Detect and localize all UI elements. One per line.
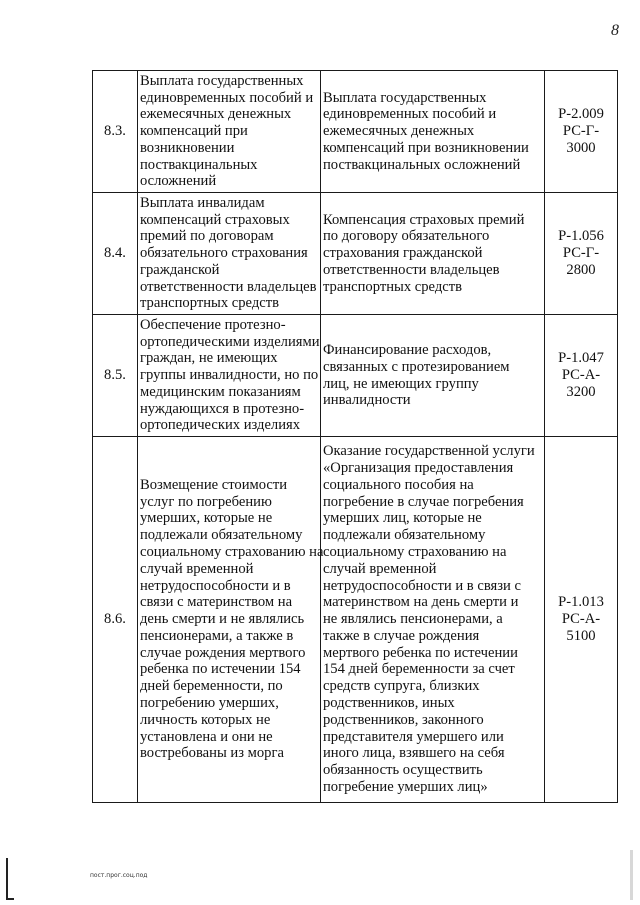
name-line: Выплата инвалидам [140, 194, 265, 211]
table-row [93, 437, 618, 803]
table-row [93, 71, 618, 193]
name-line: нуждающихся в протезно- [140, 400, 305, 417]
name-line: осложнений [140, 173, 217, 190]
desc-line: социального пособия на [323, 476, 474, 493]
name-line: ответственности владельцев [140, 278, 317, 295]
name-line: компенсаций страховых [140, 211, 290, 228]
name-line: гражданской [140, 261, 220, 278]
desc-line: лиц, не имеющих группу [323, 375, 479, 392]
desc-line: случай временной [323, 560, 437, 577]
name-line: день смерти и не являлись [140, 611, 305, 628]
service-name-cell [138, 71, 321, 193]
desc-line: «Организация предоставления [323, 459, 514, 476]
desc-line: связанных с протезированием [323, 358, 510, 375]
desc-line: 154 дней беременности за счет [323, 661, 515, 678]
name-line: дней беременности, по [140, 678, 283, 695]
code-line: Р-1.047 [558, 350, 604, 367]
name-line: связи с материнством на [140, 594, 293, 611]
name-line: Возмещение стоимости [140, 476, 288, 493]
name-line: транспортных средств [140, 295, 279, 312]
name-line: умерших, которые не [140, 510, 273, 527]
name-line: пенсионерами, а также в [140, 627, 294, 644]
name-line: обязательного страхования [140, 245, 308, 262]
desc-line: ответственности владельцев [323, 261, 500, 278]
name-line: ребенка по истечении 154 [140, 661, 301, 678]
name-line: ортопедическими изделиями [140, 333, 320, 350]
desc-line: мертвого ребенка по истечении [323, 644, 518, 661]
services-table [92, 70, 618, 803]
code-line: 2800 [566, 261, 596, 278]
code-line: РС-А- [561, 611, 601, 628]
scan-corner-mark [6, 858, 14, 900]
service-code-cell [545, 315, 618, 437]
code-line: 5100 [566, 627, 596, 644]
name-line: ортопедических изделиях [140, 417, 301, 434]
name-line: ежемесячных денежных [140, 106, 292, 123]
service-description-cell [321, 71, 545, 193]
desc-line: погребение умерших лиц» [323, 779, 488, 796]
desc-line: умерших лиц, которые не [323, 510, 482, 527]
desc-line: родственников, законного [323, 711, 484, 728]
desc-line: инвалидности [323, 392, 411, 409]
desc-line: Выплата государственных [323, 89, 487, 106]
row-number: 8.6. [93, 437, 138, 803]
code-line: Р-1.013 [558, 594, 604, 611]
row-number: 8.4. [93, 193, 138, 315]
name-line: нетрудоспособности и в [140, 577, 291, 594]
desc-line: Оказание государственной услуги [323, 443, 535, 460]
code-line: Р-1.056 [558, 228, 604, 245]
desc-line: материнством на день смерти и [323, 594, 519, 611]
desc-line: Финансирование расходов, [323, 341, 492, 358]
name-line: возникновении [140, 139, 235, 156]
code-line: Р-2.009 [558, 106, 604, 123]
page-number: 8 [611, 22, 619, 39]
service-name-cell [138, 193, 321, 315]
name-line: установлена и они не [140, 728, 273, 745]
desc-line: обязанность осуществить [323, 762, 483, 779]
desc-line: по договору обязательного [323, 228, 490, 245]
service-code-cell [545, 71, 618, 193]
desc-line: представителя умершего или [323, 728, 504, 745]
service-code-cell [545, 193, 618, 315]
desc-line: родственников, иных [323, 695, 455, 712]
footer-filename: пост.прог.соц.под [90, 872, 148, 879]
desc-line: нетрудоспособности и в связи с [323, 577, 521, 594]
desc-line: транспортных средств [323, 278, 462, 295]
desc-line: Компенсация страховых премий [323, 211, 525, 228]
service-name-cell [138, 315, 321, 437]
code-line: РС-А- [561, 367, 601, 384]
name-line: медицинским показаниям [140, 383, 301, 400]
desc-line: компенсаций при возникновении [323, 139, 529, 156]
service-code-cell [545, 437, 618, 803]
code-line: РС-Г- [562, 245, 600, 262]
desc-line: единовременных пособий и [323, 106, 497, 123]
desc-line: ежемесячных денежных [323, 123, 475, 140]
desc-line: не являлись пенсионерами, а [323, 611, 503, 628]
name-line: погребению умерших, [140, 695, 279, 712]
table-row [93, 315, 618, 437]
service-description-cell [321, 315, 545, 437]
name-line: социальному страхованию на [140, 543, 324, 560]
name-line: востребованы из морга [140, 745, 284, 762]
name-line: подлежали обязательному [140, 527, 303, 544]
code-line: 3200 [566, 383, 596, 400]
name-line: компенсаций при [140, 123, 248, 140]
desc-line: средств супруга, близких [323, 678, 480, 695]
desc-line: социальному страхованию на [323, 543, 507, 560]
code-line: РС-Г- [562, 123, 600, 140]
name-line: случай временной [140, 560, 254, 577]
name-line: единовременных пособий и [140, 89, 314, 106]
name-line: премий по договорам [140, 228, 274, 245]
name-line: случае рождения мертвого [140, 644, 306, 661]
scan-edge-mark [630, 850, 633, 900]
desc-line: иного лица, взявшего на себя [323, 745, 505, 762]
code-line: 3000 [566, 139, 596, 156]
name-line: граждан, не имеющих [140, 350, 278, 367]
service-name-cell [138, 437, 324, 803]
service-description-cell [321, 437, 545, 803]
name-line: Выплата государственных [140, 72, 304, 89]
row-number: 8.5. [93, 315, 138, 437]
desc-line: поствакцинальных осложнений [323, 156, 521, 173]
name-line: личность которых не [140, 711, 271, 728]
name-line: услуг по погребению [140, 493, 272, 510]
desc-line: подлежали обязательному [323, 527, 486, 544]
service-description-cell [321, 193, 545, 315]
desc-line: также в случае рождения [323, 627, 480, 644]
desc-line: погребение в случае погребения [323, 493, 524, 510]
name-line: поствакцинальных [140, 156, 258, 173]
name-line: группы инвалидности, но по [140, 367, 319, 384]
row-number: 8.3. [93, 71, 138, 193]
desc-line: страхования гражданской [323, 245, 483, 262]
name-line: Обеспечение протезно- [140, 316, 286, 333]
table-row [93, 193, 618, 315]
